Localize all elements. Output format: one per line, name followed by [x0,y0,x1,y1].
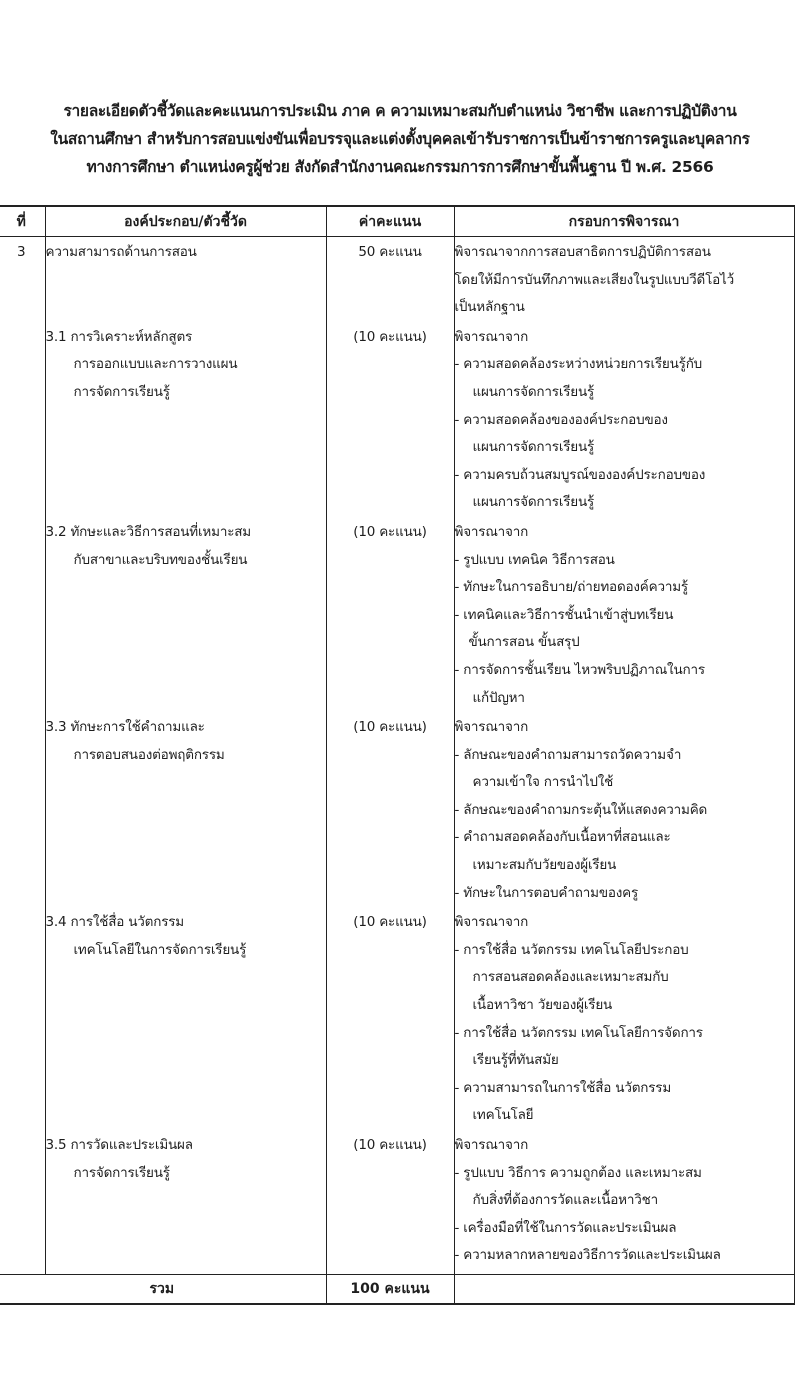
criteria-line: - การใช้สื่อ นวัตกรรม เทคโนโลยีการจัดการ [454,1024,703,1041]
criteria-line: - คำถามสอดคล้องกับเนื้อหาที่สอนและ [454,829,671,846]
criteria-head: พิจารณาจาก [454,719,529,736]
title-line-2: ในสถานศึกษา สำหรับการสอบแข่งขันเพื่อบรรจุและแต่งตั้งบุคคลเข้ารับราชการเป็นข้าราชการครูและบุคลากร [50,130,750,148]
total-criteria-empty [454,1274,794,1304]
criteria-line: กับสิ่งที่ต้องการวัดและเนื้อหาวิชา [472,1192,658,1209]
criteria-line: เป็นหลักฐาน [454,299,525,316]
table-row-3-2 [0,517,794,712]
table-row-3-5 [0,1130,794,1274]
header-score: ค่าคะแนน [326,206,454,237]
criteria-line: พิจารณาจากการสอบสาธิตการปฏิบัติการสอน [454,244,711,260]
table-row-3-3 [0,712,794,907]
component-text: การตอบสนองต่อพฤติกรรม [73,746,225,763]
total-label: รวม [0,1274,326,1304]
component-text: เทคโนโลยีในการจัดการเรียนรู้ [73,941,247,958]
criteria-line: - เทคนิคและวิธีการชั้นนำเข้าสู่บทเรียน [454,606,674,623]
component-cell [45,237,326,322]
title-line-3: ทางการศึกษา ตำแหน่งครูผู้ช่วย สังกัดสำนักงานคณะกรรมการการศึกษาขั้นพื้นฐาน ปี พ.ศ. 2566 [86,158,714,176]
criteria-line: โดยให้มีการบันทึกภาพและเสียงในรูปแบบวีดีโอไว้ [454,271,735,288]
component-cell [45,907,326,1130]
criteria-head: พิจารณาจาก [454,328,529,345]
criteria-line: แผนการจัดการเรียนรู้ [472,494,595,511]
header-criteria: กรอบการพิจารณา [454,206,794,237]
component-text: 3.1 การวิเคราะห์หลักสูตร [45,328,193,345]
score-cell: (10 คะแนน) [326,1130,454,1274]
table-row-total [0,1274,794,1304]
total-score: 100 คะแนน [326,1274,454,1304]
criteria-line: - เครื่องมือที่ใช้ในการวัดและประเมินผล [454,1219,677,1236]
score-cell: 50 คะแนน [326,237,454,322]
criteria-line: เทคโนโลยี [472,1107,534,1124]
criteria-line: - ลักษณะของคำถามสามารถวัดความจำ [454,746,682,763]
table-row-main [0,237,794,322]
criteria-cell [454,907,794,1130]
component-cell [45,517,326,712]
criteria-line: ความเข้าใจ การนำไปใช้ [472,774,614,791]
row-number-empty [0,1130,45,1274]
component-text: กับสาขาและบริบทของชั้นเรียน [73,551,248,568]
row-number-empty [0,712,45,907]
criteria-cell [454,517,794,712]
criteria-line: - ความครบถ้วนสมบูรณ์ขององค์ประกอบของ [454,466,706,483]
score-cell: (10 คะแนน) [326,907,454,1130]
criteria-line: - ลักษณะของคำถามกระตุ้นให้แสดงความคิด [454,801,708,818]
table-row-3-4 [0,907,794,1130]
criteria-line: ขั้นการสอน ขั้นสรุป [468,634,580,651]
criteria-head: พิจารณาจาก [454,914,529,931]
criteria-line: - ความหลากหลายของวิธีการวัดและประเมินผล [454,1247,721,1264]
component-text: 3.4 การใช้สื่อ นวัตกรรม [45,914,185,931]
criteria-line: - ความสามารถในการใช้สื่อ นวัตกรรม [454,1079,672,1096]
row-number: 3 [0,237,45,322]
component-cell [45,322,326,517]
criteria-table [0,205,795,1305]
criteria-line: - รูปแบบ วิธีการ ความถูกต้อง และเหมาะสม [454,1164,702,1181]
criteria-line: - ความสอดคล้องขององค์ประกอบของ [454,411,668,428]
criteria-line: แก้ปัญหา [472,689,525,706]
component-text: การออกแบบและการวางแผน [73,356,238,373]
component-cell [45,712,326,907]
criteria-cell [454,237,794,322]
criteria-line: การสอนสอดคล้องและเหมาะสมกับ [472,969,669,986]
criteria-line: - ทักษะในการตอบคำถามของครู [454,884,639,901]
score-cell: (10 คะแนน) [326,322,454,517]
component-text: ความสามารถด้านการสอน [45,244,197,260]
component-text: 3.3 ทักษะการใช้คำถามและ [45,719,205,736]
criteria-line: เหมาะสมกับวัยของผู้เรียน [472,857,617,874]
row-number-empty [0,322,45,517]
document-title [0,97,800,181]
criteria-line: แผนการจัดการเรียนรู้ [472,439,595,456]
component-text: 3.5 การวัดและประเมินผล [45,1137,193,1153]
row-number-empty [0,907,45,1130]
header-no: ที่ [0,206,45,237]
table-row-3-1 [0,322,794,517]
component-text: การจัดการเรียนรู้ [73,1164,170,1181]
score-cell: (10 คะแนน) [326,517,454,712]
header-component: องค์ประกอบ/ตัวชี้วัด [45,206,326,237]
criteria-line: เนื้อหาวิชา วัยของผู้เรียน [472,997,613,1014]
score-cell: (10 คะแนน) [326,712,454,907]
criteria-head: พิจารณาจาก [454,1137,529,1153]
criteria-line: แผนการจัดการเรียนรู้ [472,383,595,400]
row-number-empty [0,517,45,712]
criteria-line: - รูปแบบ เทคนิค วิธีการสอน [454,551,615,568]
criteria-line: - การจัดการชั้นเรียน ไหวพริบปฏิภาณในการ [454,661,705,678]
component-cell [45,1130,326,1274]
criteria-head: พิจารณาจาก [454,523,529,540]
criteria-line: เรียนรู้ที่ทันสมัย [472,1052,559,1069]
criteria-line: - การใช้สื่อ นวัตกรรม เทคโนโลยีประกอบ [454,941,689,958]
criteria-line: - ความสอดคล้องระหว่างหน่วยการเรียนรู้กับ [454,356,703,373]
table-header-row [0,206,794,237]
criteria-cell [454,322,794,517]
component-text: 3.2 ทักษะและวิธีการสอนที่เหมาะสม [45,523,251,540]
criteria-line: - ทักษะในการอธิบาย/ถ่ายทอดองค์ความรู้ [454,579,688,596]
criteria-cell [454,1130,794,1274]
criteria-cell [454,712,794,907]
component-text: การจัดการเรียนรู้ [73,383,170,400]
title-line-1: รายละเอียดตัวชี้วัดและคะแนนการประเมิน ภาค ค ความเหมาะสมกับตำแหน่ง วิชาชีพ และการปฏิบัติงาน [63,102,737,120]
